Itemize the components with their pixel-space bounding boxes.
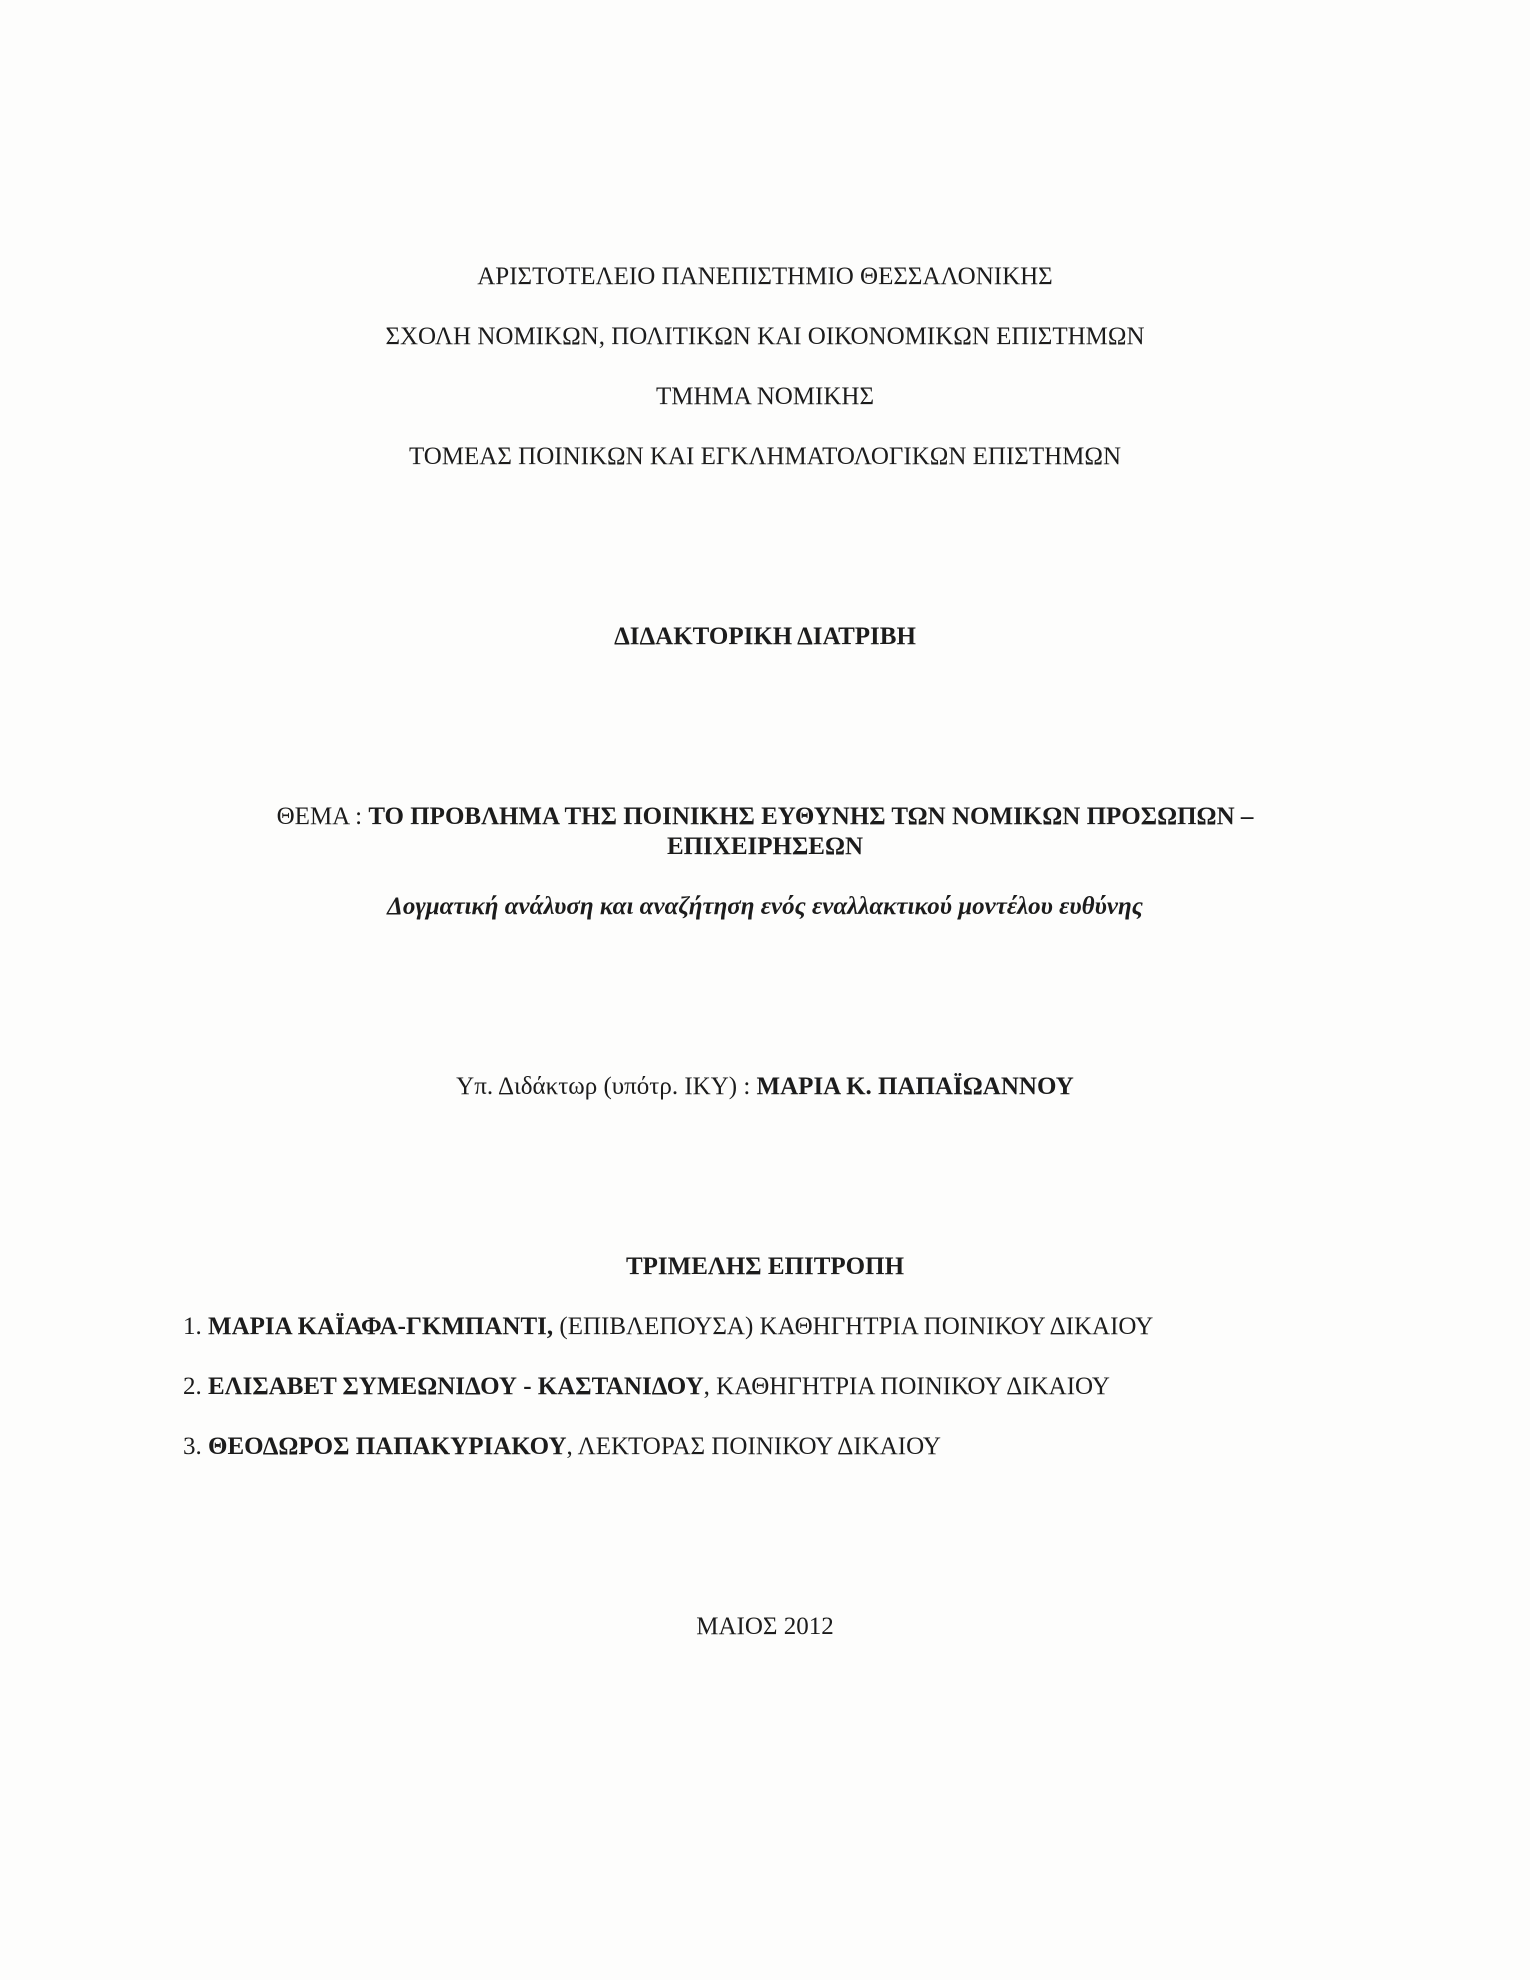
topic-title-2: ΕΠΙΧΕΙΡΗΣΕΩΝ (666, 833, 864, 860)
topic-prefix: ΘΕΜΑ : (276, 803, 369, 830)
member-role: , ΚΑΘΗΓΗΤΡΙΑ ΠΟΙΝΙΚΟΥ ΔΙΚΑΙΟΥ (703, 1373, 1110, 1400)
member-number: 3. (183, 1433, 208, 1460)
candidate-line (0, 1072, 1530, 1102)
topic-line-1 (0, 802, 1530, 832)
school-name: ΣΧΟΛΗ ΝΟΜΙΚΩΝ, ΠΟΛΙΤΙΚΩΝ ΚΑΙ ΟΙΚΟΝΟΜΙΚΩΝ ΕΠΙΣΤΗΜΩΝ (385, 323, 1145, 350)
member-name: ΜΑΡΙΑ ΚΑΪΑΦΑ-ΓΚΜΠΑΝΤΙ, (208, 1313, 554, 1340)
candidate-label: Υπ. Διδάκτωρ (υπότρ. ΙΚΥ) : (456, 1073, 757, 1100)
member-name: ΘΕΟΔΩΡΟΣ ΠΑΠΑΚΥΡΙΑΚΟΥ (208, 1433, 567, 1460)
member-number: 1. (183, 1313, 208, 1340)
topic-title-1: ΤΟ ΠΡΟΒΛΗΜΑ ΤΗΣ ΠΟΙΝΙΚΗΣ ΕΥΘΥΝΗΣ ΤΩΝ ΝΟΜΙΚΩΝ ΠΡΟΣΩΠΩΝ – (368, 803, 1254, 830)
member-number: 2. (183, 1373, 208, 1400)
member-name: ΕΛΙΣΑΒΕΤ ΣΥΜΕΩΝΙΔΟΥ - ΚΑΣΤΑΝΙΔΟΥ (208, 1373, 704, 1400)
candidate-name: ΜΑΡΙΑ Κ. ΠΑΠΑΪΩΑΝΝΟΥ (756, 1073, 1074, 1100)
member-role: (ΕΠΙΒΛΕΠΟΥΣΑ) ΚΑΘΗΓΗΤΡΙΑ ΠΟΙΝΙΚΟΥ ΔΙΚΑΙΟΥ (553, 1313, 1154, 1340)
document-date: ΜΑΙΟΣ 2012 (696, 1613, 834, 1640)
committee-member-3 (183, 1432, 941, 1462)
department-name: ΤΜΗΜΑ ΝΟΜΙΚΗΣ (655, 383, 875, 410)
member-role: , ΛΕΚΤΟΡΑΣ ΠΟΙΝΙΚΟΥ ΔΙΚΑΙΟΥ (566, 1433, 941, 1460)
sector-name: ΤΟΜΕΑΣ ΠΟΙΝΙΚΩΝ ΚΑΙ ΕΓΚΛΗΜΑΤΟΛΟΓΙΚΩΝ ΕΠΙΣΤΗΜΩΝ (408, 443, 1122, 470)
university-name: ΑΡΙΣΤΟΤΕΛΕΙΟ ΠΑΝΕΠΙΣΤΗΜΙΟ ΘΕΣΣΑΛΟΝΙΚΗΣ (477, 263, 1053, 290)
document-type: ΔΙΔΑΚΤΟΡΙΚΗ ΔΙΑΤΡΙΒΗ (614, 623, 916, 650)
topic-subtitle: Δογματική ανάλυση και αναζήτηση ενός εναλλακτικού μοντέλου ευθύνης (387, 893, 1143, 920)
committee-member-2 (183, 1372, 1110, 1402)
committee-member-1 (183, 1312, 1153, 1342)
committee-heading: ΤΡΙΜΕΛΗΣ ΕΠΙΤΡΟΠΗ (625, 1253, 905, 1280)
